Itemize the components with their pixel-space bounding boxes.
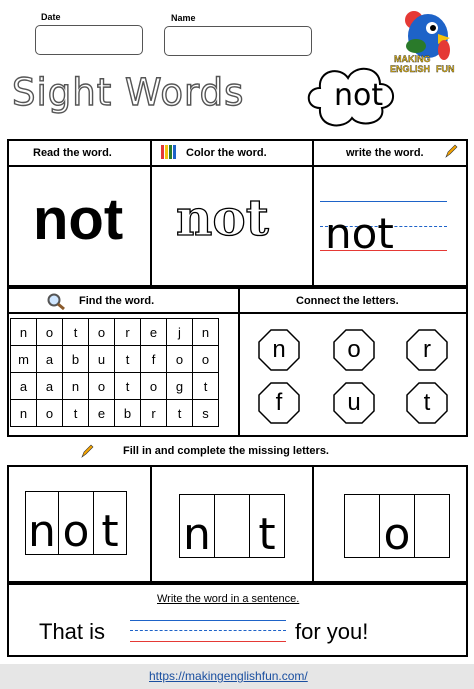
letter-box[interactable]: o: [58, 491, 94, 555]
grid-cell[interactable]: a: [11, 373, 37, 400]
color-label: Color the word.: [186, 147, 267, 159]
grid-cell[interactable]: t: [193, 373, 219, 400]
letter-box[interactable]: n: [179, 494, 215, 558]
grid-cell[interactable]: o: [193, 346, 219, 373]
connect-letter-o[interactable]: [333, 329, 375, 371]
grid-cell[interactable]: r: [115, 319, 141, 346]
grid-cell[interactable]: e: [89, 400, 115, 427]
grid-cell[interactable]: o: [89, 319, 115, 346]
letter-box[interactable]: [344, 494, 380, 558]
grid-row: [11, 319, 219, 346]
row3-col2: [312, 465, 314, 583]
footer-link[interactable]: https://makingenglishfun.com/: [149, 669, 308, 683]
logo: [386, 6, 466, 76]
date-field[interactable]: [35, 25, 143, 55]
row3-col1: [150, 465, 152, 583]
grid-cell[interactable]: o: [37, 400, 63, 427]
connect-letter-text: u: [347, 389, 361, 416]
read-label: Read the word.: [33, 147, 112, 159]
connect-letter-u[interactable]: [333, 382, 375, 424]
grid-cell[interactable]: t: [115, 346, 141, 373]
letter-box[interactable]: [214, 494, 250, 558]
connect-letter-t[interactable]: [406, 382, 448, 424]
name-label: Name: [171, 13, 196, 23]
grid-cell[interactable]: a: [37, 346, 63, 373]
write-line-top: [320, 201, 447, 202]
pencil-icon: [80, 443, 94, 459]
row2-divider: [7, 312, 468, 314]
grid-cell[interactable]: t: [167, 400, 193, 427]
page-title: Sight Words: [12, 71, 245, 114]
grid-cell[interactable]: n: [11, 400, 37, 427]
grid-cell[interactable]: e: [141, 319, 167, 346]
letter-box[interactable]: n: [25, 491, 59, 555]
grid-cell[interactable]: j: [167, 319, 193, 346]
write-word: not: [325, 209, 394, 258]
grid-cell[interactable]: t: [115, 373, 141, 400]
row1-col1: [150, 139, 152, 287]
grid-cell[interactable]: n: [11, 319, 37, 346]
row2-col: [238, 287, 240, 437]
name-field[interactable]: [164, 26, 312, 56]
find-label: Find the word.: [79, 295, 155, 307]
sentence-line-mid: [130, 630, 286, 631]
letter-box[interactable]: t: [249, 494, 285, 558]
read-word: not: [33, 187, 124, 252]
grid-cell[interactable]: o: [37, 319, 63, 346]
grid-cell[interactable]: t: [63, 400, 89, 427]
grid-cell[interactable]: b: [63, 346, 89, 373]
logo-text-2: ENGLISH: [390, 64, 431, 74]
grid-cell[interactable]: s: [193, 400, 219, 427]
connect-letter-text: t: [423, 389, 431, 416]
letter-box[interactable]: t: [93, 491, 127, 555]
connect-label: Connect the letters.: [296, 295, 399, 307]
sentence-after: for you!: [295, 619, 369, 644]
connect-letter-text: f: [275, 389, 283, 416]
grid-cell[interactable]: n: [63, 373, 89, 400]
connect-letter-r[interactable]: [406, 329, 448, 371]
row1-col2: [312, 139, 314, 287]
grid-cell[interactable]: b: [115, 400, 141, 427]
grid-cell[interactable]: r: [141, 400, 167, 427]
connect-letter-text: n: [272, 336, 286, 363]
logo-text-3: FUN: [436, 64, 455, 74]
crayons-icon: [159, 143, 179, 161]
letter-box[interactable]: [414, 494, 450, 558]
grid-row: [11, 373, 219, 400]
grid-cell[interactable]: u: [89, 346, 115, 373]
grid-cell[interactable]: o: [141, 373, 167, 400]
sentence-line-top: [130, 620, 286, 621]
sentence-line-base[interactable]: [130, 641, 286, 642]
cloud-word: not: [334, 78, 384, 113]
connect-letter-text: r: [423, 336, 431, 363]
word-search-grid: [10, 318, 219, 427]
connect-letter-n[interactable]: [258, 329, 300, 371]
connect-letter-text: o: [347, 336, 361, 363]
logo-text-1: MAKING: [394, 54, 431, 64]
sentence-before: That is: [39, 619, 106, 644]
grid-cell[interactable]: f: [141, 346, 167, 373]
grid-row: [11, 400, 219, 427]
grid-cell[interactable]: m: [11, 346, 37, 373]
letter-box[interactable]: o: [379, 494, 415, 558]
grid-cell[interactable]: a: [37, 373, 63, 400]
grid-cell[interactable]: o: [167, 346, 193, 373]
magnifier-icon: [46, 292, 66, 310]
grid-cell[interactable]: n: [193, 319, 219, 346]
date-label: Date: [41, 12, 61, 22]
connect-letter-f[interactable]: [258, 382, 300, 424]
row1-divider: [7, 165, 468, 167]
grid-cell[interactable]: g: [167, 373, 193, 400]
write-label: write the word.: [346, 147, 424, 159]
grid-cell[interactable]: t: [63, 319, 89, 346]
color-word: not: [176, 188, 269, 247]
fill-label: Fill in and complete the missing letters.: [123, 445, 329, 457]
grid-row: [11, 346, 219, 373]
pencil-icon: [444, 143, 458, 159]
grid-cell[interactable]: o: [89, 373, 115, 400]
sentence-label: Write the word in a sentence.: [157, 593, 300, 605]
